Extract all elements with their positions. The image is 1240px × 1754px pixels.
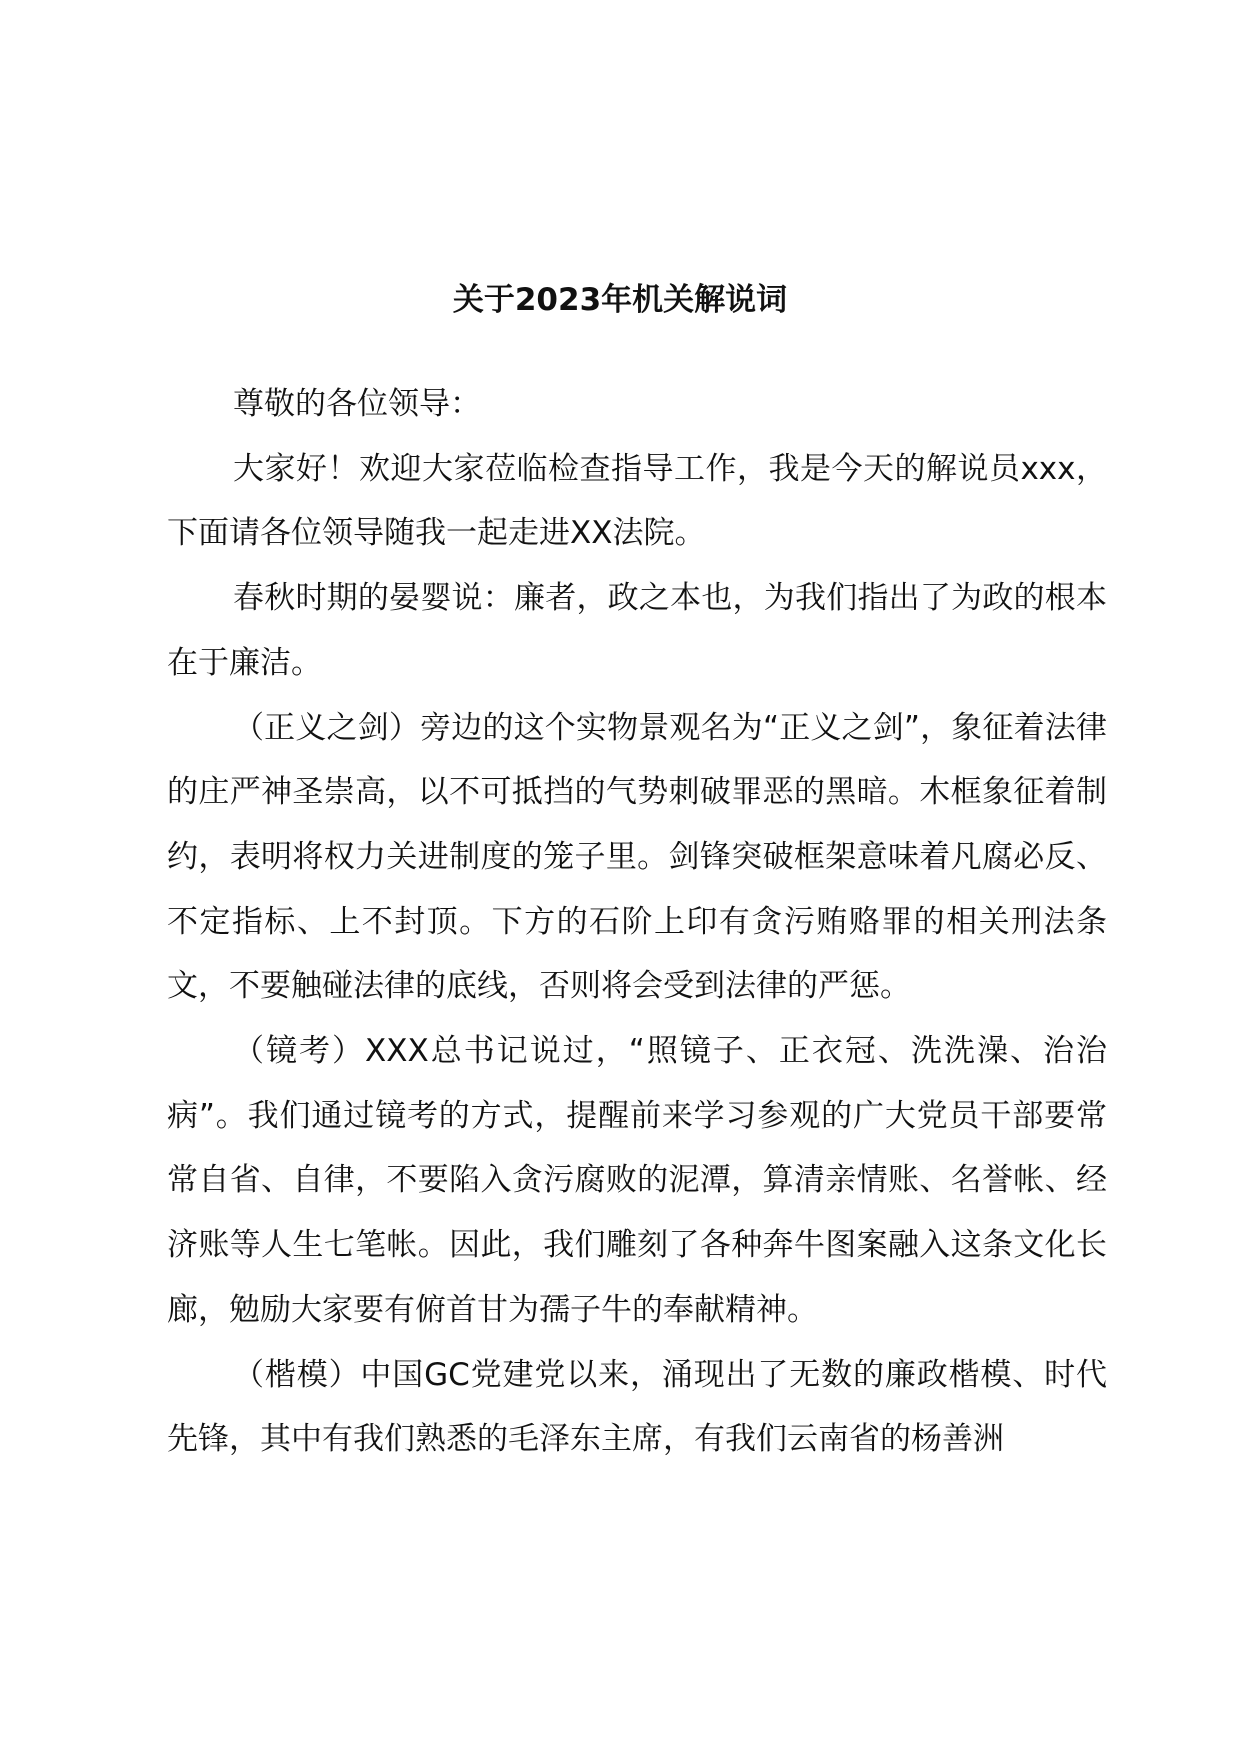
paragraph-sword-of-justice: （正义之剑）旁边的这个实物景观名为“正义之剑”，象征着法律的庄严神圣崇高，以不可抵挡的气势刺破罪恶的黑暗。木框象征着制约，表明将权力关进制度的笼子里。剑锋突破框架意味着凡腐必反、不定指标、上不封顶。下方的石阶上印有贪污贿赂罪的相关刑法条文，不要触碰法律的底线，否则将会受到法律的严惩。 [167,709,1107,1005]
paragraph-salutation: 尊敬的各位领导： [233,386,481,422]
document-body [167,372,1107,1472]
paragraph-mirror-exam: （镜考）XXX总书记说过，“照镜子、正衣冠、洗洗澡、治治病”。我们通过镜考的方式，提醒前来学习参观的广大党员干部要常常自省、自律，不要陷入贪污腐败的泥潭，算清亲情账、名誉帐、经济账等人生七笔帐。因此，我们雕刻了各种奔牛图案融入这条文化长廊，勉励大家要有俯首甘为孺子牛的奉献精神。 [167,1033,1107,1328]
document-title: 关于2023年机关解说词 [452,282,788,318]
paragraph-greeting: 大家好！欢迎大家莅临检查指导工作，我是今天的解说员xxx，下面请各位领导随我一起走进XX法院。 [167,450,1107,552]
paragraph-role-models: （楷模）中国GC党建党以来，涌现出了无数的廉政楷模、时代先锋，其中有我们熟悉的毛泽东主席，有我们云南省的杨善洲 [167,1356,1107,1458]
paragraph-yanying-quote: 春秋时期的晏婴说：廉者，政之本也，为我们指出了为政的根本在于廉洁。 [167,580,1107,681]
